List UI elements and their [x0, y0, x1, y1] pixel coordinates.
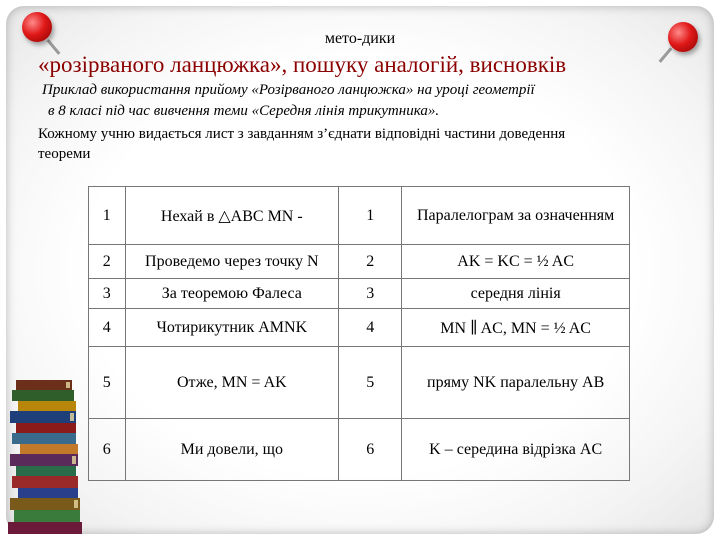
task-text-line-1: Кожному учню видається лист з завданням з’єднати відповідні частини доведення [38, 126, 566, 142]
left-number: 4 [89, 309, 126, 347]
right-number: 6 [339, 419, 402, 481]
right-cell: пряму NK паралельну AB [402, 347, 630, 419]
left-cell: Проведемо через точку N [125, 245, 339, 279]
right-cell: MN ∥ AC, MN = ½ AC [402, 309, 630, 347]
left-cell: Отже, MN = AK [125, 347, 339, 419]
right-number: 5 [339, 347, 402, 419]
left-number: 1 [89, 187, 126, 245]
right-number: 1 [339, 187, 402, 245]
proof-table [88, 186, 630, 481]
title-top-line: мето-дики [324, 30, 396, 47]
left-number: 6 [89, 419, 126, 481]
table-row [89, 187, 630, 245]
left-cell: Чотирикутник AMNK [125, 309, 339, 347]
left-cell: Нехай в △ABC MN - [125, 187, 339, 245]
left-cell: Ми довели, що [125, 419, 339, 481]
table-row [89, 245, 630, 279]
page-title: «розірваного ланцюжка», пошуку аналогій, висновків [38, 52, 567, 77]
left-number: 5 [89, 347, 126, 419]
left-cell: За теоремою Фалеса [125, 279, 339, 309]
table-row [89, 347, 630, 419]
book-stack-icon [6, 378, 92, 534]
right-cell: K – середина відрізка AC [402, 419, 630, 481]
task-text-line-2: теореми [38, 146, 91, 162]
left-number: 2 [89, 245, 126, 279]
right-number: 4 [339, 309, 402, 347]
right-cell: середня лінія [402, 279, 630, 309]
right-number: 2 [339, 245, 402, 279]
right-cell: Паралелограм за означенням [402, 187, 630, 245]
left-number: 3 [89, 279, 126, 309]
table-row [89, 279, 630, 309]
right-cell: AK = KC = ½ AC [402, 245, 630, 279]
table-row [89, 309, 630, 347]
example-text-line-1: Приклад використання прийому «Розірваного ланцюжка» на уроці геометрії [42, 82, 535, 98]
right-number: 3 [339, 279, 402, 309]
example-text-line-2: в 8 класі під час вивчення теми «Середня лінія трикутника». [48, 103, 440, 119]
table-row [89, 419, 630, 481]
